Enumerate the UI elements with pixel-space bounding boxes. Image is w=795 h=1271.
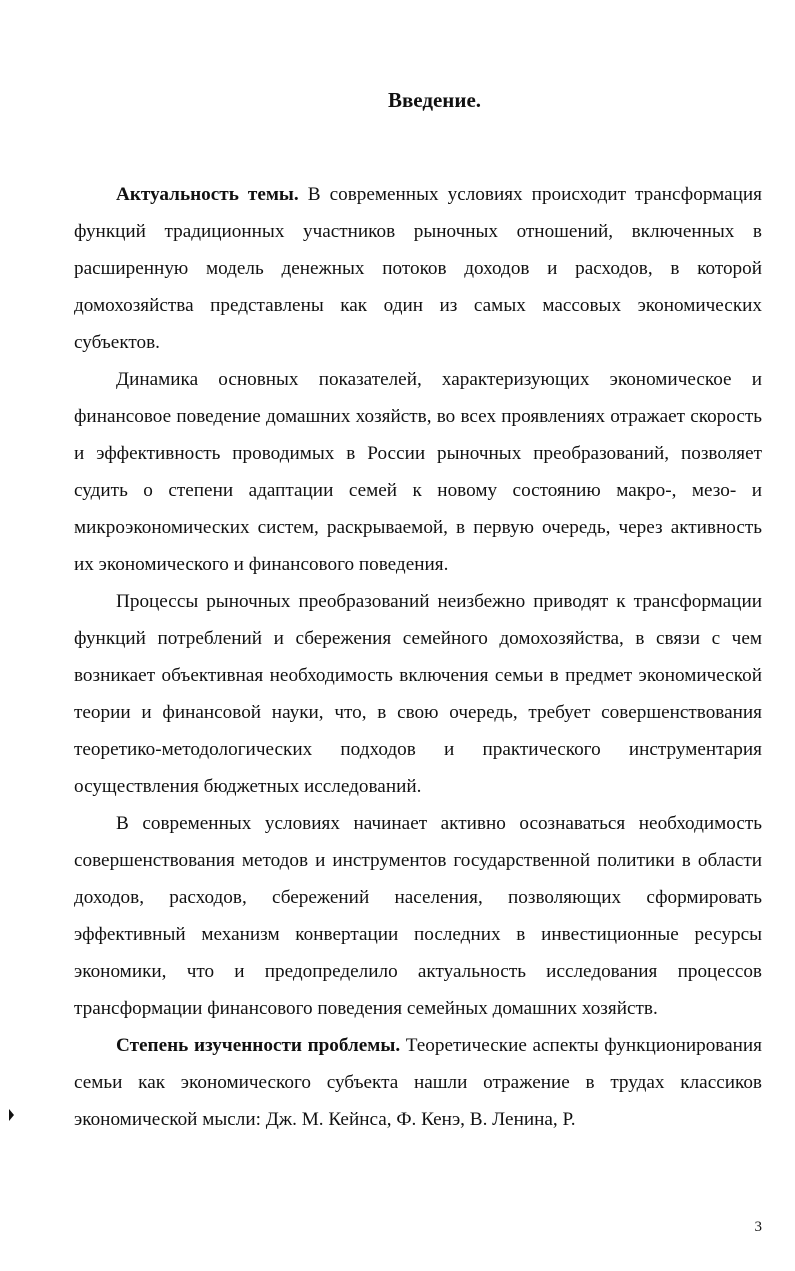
scan-margin-mark-icon (9, 1109, 14, 1121)
page-number: 3 (754, 1219, 762, 1235)
paragraph-dynamics: Динамика основных показателей, характеризующих экономическое и финансовое поведение домашних хозяйств, во всех проявлениях отражает скорость и эффективность проводимых в России рыночных преобразований, позволяет судить о степени адаптации семей к новому состоянию макро-, мезо- и микроэкономических систем, раскрываемой, в первую очередь, через активность их экономического и финансового поведения. (74, 369, 762, 575)
paragraph-degree-of-study (74, 1027, 762, 1138)
paragraph-relevance (74, 176, 762, 361)
paragraph-processes: Процессы рыночных преобразований неизбежно приводят к трансформации функций потреблений и сбережения семейного домохозяйства, в связи с чем возникает объективная необходимость включения семьи в предмет экономической теории и финансовой науки, что, в свою очередь, требует совершенствования теоретико-методологических подходов и практического инструментария осуществления бюджетных исследований. (74, 591, 762, 797)
heading-degree-of-study: Степень изученности проблемы. (116, 1035, 401, 1056)
document-body (74, 176, 762, 1138)
heading-relevance: Актуальность темы. (116, 184, 299, 205)
paragraph-degree-of-study-text: Теоретические аспекты функционирования семьи как экономического субъекта нашли отражение в трудах классиков экономической мысли: Дж. М. Кейнса, Ф. Кенэ, В. Ленина, Р. (74, 1035, 762, 1130)
page-title: Введение. (387, 88, 482, 112)
paragraph-modern-conditions: В современных условиях начинает активно осознаваться необходимость совершенствования методов и инструментов государственной политики в области доходов, расходов, сбережений населения, позволяющих сформировать эффективный механизм конвертации последних в инвестиционные ресурсы экономики, что и предопределило актуальность исследования процессов трансформации финансового поведения семейных домашних хозяйств. (74, 813, 762, 1019)
paragraph-relevance-text: В современных условиях происходит трансформация функций традиционных участников рыночных отношений, включенных в расширенную модель денежных потоков доходов и расходов, в которой домохозяйства представлены как один из самых массовых экономических субъектов. (74, 184, 763, 353)
